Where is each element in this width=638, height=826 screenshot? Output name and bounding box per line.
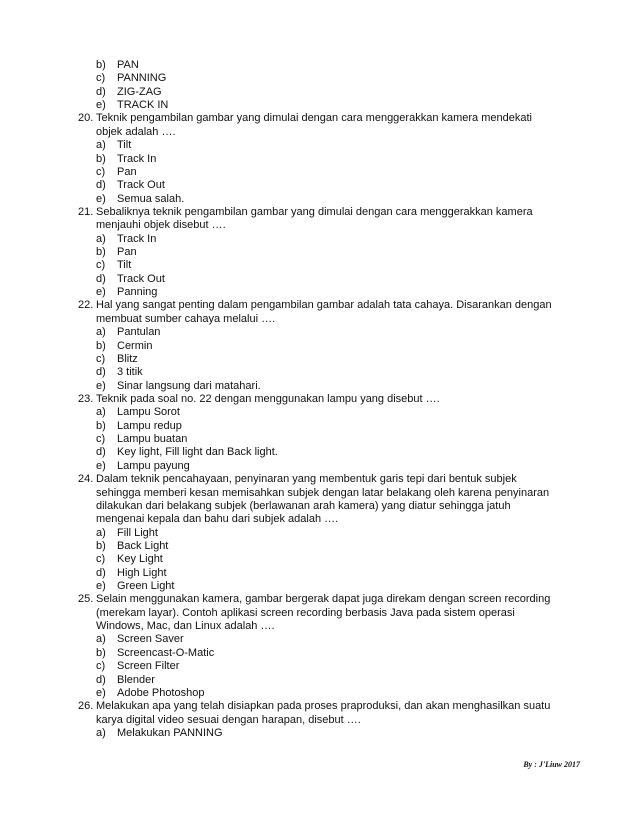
option-text: Lampu redup bbox=[117, 419, 182, 432]
question-number: 26. bbox=[78, 700, 94, 713]
option-letter: b) bbox=[96, 152, 106, 165]
question-text: karya digital video sesuai dengan harapan, disebut …. bbox=[96, 713, 361, 726]
option-letter: e) bbox=[96, 192, 106, 205]
question-number: 21. bbox=[78, 205, 94, 218]
question-number: 24. bbox=[78, 473, 94, 486]
option-text: Lampu payung bbox=[117, 459, 190, 472]
option-text: Track Out bbox=[117, 272, 165, 285]
question-text: Dalam teknik pencahayaan, penyinaran yang membentuk garis tepi dari bentuk subjek bbox=[96, 473, 517, 486]
question-text: Hal yang sangat penting dalam pengambilan gambar adalah tata cahaya. Disarankan dengan bbox=[96, 299, 552, 312]
option-letter: c) bbox=[96, 165, 106, 178]
question-number: 23. bbox=[78, 393, 94, 405]
option-text: Pantulan bbox=[117, 326, 161, 339]
option-letter: e) bbox=[96, 580, 106, 593]
question-text: Teknik pengambilan gambar yang dimulai dengan cara menggerakkan kamera mendekati bbox=[96, 112, 532, 125]
option-letter: e) bbox=[96, 459, 106, 472]
question-text: objek adalah …. bbox=[96, 125, 176, 138]
option-letter: b) bbox=[96, 539, 106, 552]
option-text: Track In bbox=[117, 232, 157, 245]
option-letter: c) bbox=[96, 259, 106, 272]
option-text: PAN bbox=[117, 59, 139, 71]
option-text: Screen Saver bbox=[117, 633, 184, 646]
option-text: Sinar langsung dari matahari. bbox=[117, 379, 261, 392]
option-letter: e) bbox=[96, 686, 106, 699]
option-text: Melakukan PANNING bbox=[117, 727, 223, 739]
option-letter: c) bbox=[96, 660, 106, 673]
option-text: Blender bbox=[117, 673, 155, 686]
option-text: PANNING bbox=[117, 72, 167, 85]
option-letter: b) bbox=[96, 246, 106, 259]
option-text: Track Out bbox=[117, 179, 165, 192]
question-number: 20. bbox=[78, 112, 94, 125]
option-text: Key light, Fill light dan Back light. bbox=[117, 446, 278, 459]
question-text: dilakukan dari belakang subjek (berlawanan arah kamera) yang diatur sehingga jatuh bbox=[96, 499, 511, 512]
option-letter: d) bbox=[96, 673, 106, 686]
option-text: Pan bbox=[117, 165, 137, 178]
question-text: mengenai kepala dan bahu dari subjek adalah …. bbox=[96, 513, 339, 526]
option-letter: a) bbox=[96, 526, 106, 539]
question-text: Melakukan apa yang telah disiapkan pada proses praproduksi, dan akan menghasilkan suatu bbox=[96, 700, 551, 713]
option-text: Lampu buatan bbox=[117, 433, 188, 446]
option-text: Green Light bbox=[117, 580, 175, 593]
option-letter: d) bbox=[96, 85, 106, 98]
question-text: (merekam layar). Contoh aplikasi screen recording berbasis Java pada sistem operasi bbox=[96, 606, 515, 619]
option-letter: b) bbox=[96, 59, 106, 71]
question-text: Teknik pada soal no. 22 dengan menggunakan lampu yang disebut …. bbox=[96, 393, 440, 405]
option-letter: a) bbox=[96, 139, 106, 152]
option-letter: d) bbox=[96, 446, 106, 459]
option-text: Screen Filter bbox=[117, 660, 180, 673]
option-letter: c) bbox=[96, 72, 106, 85]
option-text: TRACK IN bbox=[117, 99, 169, 112]
option-text: Pan bbox=[117, 246, 137, 259]
option-text: 3 titik bbox=[117, 366, 143, 379]
option-text: Panning bbox=[117, 286, 158, 299]
option-letter: e) bbox=[96, 99, 106, 112]
option-letter: a) bbox=[96, 406, 106, 419]
option-text: ZIG-ZAG bbox=[117, 85, 162, 98]
option-letter: e) bbox=[96, 286, 106, 299]
question-number: 22. bbox=[78, 299, 94, 312]
option-letter: b) bbox=[96, 646, 106, 659]
option-text: Screencast-O-Matic bbox=[117, 646, 215, 659]
option-letter: e) bbox=[96, 379, 106, 392]
option-text: Back Light bbox=[117, 539, 169, 552]
option-letter: d) bbox=[96, 272, 106, 285]
page-footer: By : J'Liuw 2017 bbox=[523, 760, 580, 769]
option-text: Lampu Sorot bbox=[117, 406, 180, 419]
option-text: Semua salah. bbox=[117, 192, 185, 205]
question-text: Sebaliknya teknik pengambilan gambar yang dimulai dengan cara menggerakkan kamera bbox=[96, 205, 533, 218]
option-letter: a) bbox=[96, 633, 106, 646]
option-text: Cermin bbox=[117, 339, 153, 352]
option-text: Tilt bbox=[117, 259, 132, 272]
question-text: sehingga memberi kesan memisahkan subjek dengan latar belakang oleh karena penyinaran bbox=[96, 486, 550, 499]
question-text: menjauhi objek disebut …. bbox=[96, 219, 226, 232]
option-letter: d) bbox=[96, 366, 106, 379]
option-letter: a) bbox=[96, 727, 106, 739]
option-letter: c) bbox=[96, 553, 106, 566]
option-text: Blitz bbox=[117, 352, 138, 365]
option-text: Adobe Photoshop bbox=[117, 686, 205, 699]
question-text: membuat sumber cahaya melalui …. bbox=[96, 312, 276, 325]
option-text: Fill Light bbox=[117, 526, 158, 539]
option-text: Tilt bbox=[117, 139, 132, 152]
option-letter: c) bbox=[96, 352, 106, 365]
option-letter: b) bbox=[96, 419, 106, 432]
question-text: Windows, Mac, dan Linux adalah …. bbox=[96, 620, 275, 633]
option-text: Key Light bbox=[117, 553, 163, 566]
question-number: 25. bbox=[78, 593, 94, 606]
option-letter: b) bbox=[96, 339, 106, 352]
option-text: Track In bbox=[117, 152, 157, 165]
option-letter: d) bbox=[96, 566, 106, 579]
question-text: Selain menggunakan kamera, gambar bergerak dapat juga direkam dengan screen recording bbox=[96, 593, 551, 606]
option-letter: c) bbox=[96, 433, 106, 446]
option-letter: a) bbox=[96, 326, 106, 339]
option-text: High Light bbox=[117, 566, 167, 579]
option-letter: a) bbox=[96, 232, 106, 245]
option-letter: d) bbox=[96, 179, 106, 192]
